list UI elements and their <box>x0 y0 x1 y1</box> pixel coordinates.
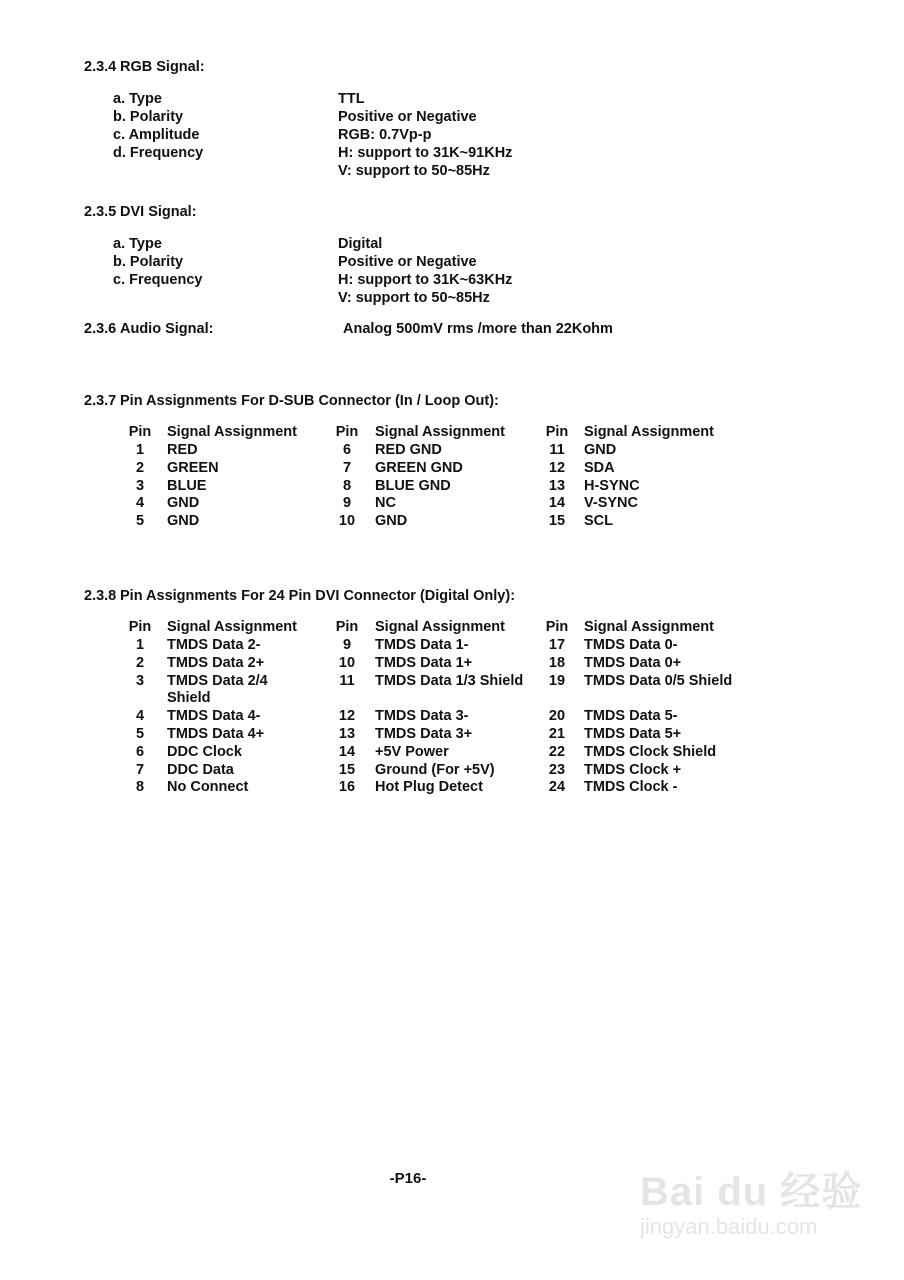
dvi-label-type: a. Type <box>113 236 162 252</box>
rgb-value-amplitude: RGB: 0.7Vp-p <box>338 127 432 143</box>
signal-assignment: TMDS Data 4- <box>167 708 261 724</box>
pin-number: 13 <box>338 726 356 742</box>
pin-number: 19 <box>548 673 566 689</box>
audio-value: Analog 500mV rms /more than 22Kohm <box>343 321 613 337</box>
table-row <box>0 441 904 459</box>
signal-assignment: DDC Data <box>167 762 234 778</box>
dvi-value-frequency-v: V: support to 50~85Hz <box>338 290 490 306</box>
table-row <box>0 761 904 779</box>
pin-number: 14 <box>548 495 566 511</box>
signal-assignment: TMDS Data 2+ <box>167 655 265 671</box>
rgb-value-frequency-v: V: support to 50~85Hz <box>338 163 490 179</box>
pin-number: 3 <box>135 478 145 494</box>
table-row <box>0 654 904 672</box>
section-audio-heading <box>84 320 213 338</box>
rgb-label-amplitude: c. Amplitude <box>113 127 200 143</box>
pin-number: 24 <box>548 779 566 795</box>
table-row <box>0 636 904 654</box>
signal-assignment: GND <box>375 513 408 529</box>
signal-assignment: TMDS Data 0+ <box>584 655 682 671</box>
column-header-signal: Signal Assignment <box>584 619 714 635</box>
column-header-signal: Signal Assignment <box>375 424 505 440</box>
pin-number: 22 <box>548 744 566 760</box>
pin-number: 4 <box>135 708 145 724</box>
pin-number: 13 <box>548 478 566 494</box>
rgb-label-polarity: b. Polarity <box>113 109 184 125</box>
pin-number: 1 <box>135 442 145 458</box>
table-row <box>0 689 904 707</box>
dvi-label-polarity: b. Polarity <box>113 254 184 270</box>
page-number: -P16- <box>389 1170 427 1187</box>
section-title: DVI Signal: <box>120 204 197 220</box>
signal-assignment: GND <box>584 442 617 458</box>
signal-assignment: GND <box>167 513 200 529</box>
signal-assignment: TMDS Clock - <box>584 779 678 795</box>
signal-assignment: TMDS Data 1/3 Shield <box>375 673 524 689</box>
pin-number: 12 <box>338 708 356 724</box>
signal-assignment: SDA <box>584 460 615 476</box>
pin-number: 23 <box>548 762 566 778</box>
signal-assignment: RED GND <box>375 442 442 458</box>
pin-number: 1 <box>135 637 145 653</box>
pin-number: 16 <box>338 779 356 795</box>
section-dvi-heading <box>84 203 197 221</box>
pin-number: 10 <box>338 513 356 529</box>
section-title: RGB Signal: <box>120 59 205 75</box>
signal-assignment: BLUE <box>167 478 207 494</box>
section-number: 2.3.8 <box>84 588 117 604</box>
column-header-signal: Signal Assignment <box>584 424 714 440</box>
signal-assignment: No Connect <box>167 779 249 795</box>
signal-assignment: GND <box>167 495 200 511</box>
column-header-signal: Signal Assignment <box>167 424 297 440</box>
signal-assignment: V-SYNC <box>584 495 638 511</box>
section-dvi-pins-heading <box>84 587 515 605</box>
watermark-brand: Bai du 经验 <box>640 1170 863 1214</box>
pin-number: 6 <box>135 744 145 760</box>
signal-assignment: TMDS Data 1+ <box>375 655 473 671</box>
signal-assignment: TMDS Data 3+ <box>375 726 473 742</box>
column-header-pin: Pin <box>128 424 152 440</box>
section-number: 2.3.5 <box>84 204 117 220</box>
signal-assignment: DDC Clock <box>167 744 242 760</box>
pin-number: 5 <box>135 726 145 742</box>
table-row <box>0 743 904 761</box>
signal-assignment: +5V Power <box>375 744 449 760</box>
pin-number: 6 <box>342 442 352 458</box>
section-title: Pin Assignments For 24 Pin DVI Connector (Digital Only): <box>120 588 516 604</box>
column-header-pin: Pin <box>545 619 569 635</box>
signal-assignment: TMDS Data 5- <box>584 708 678 724</box>
rgb-value-type: TTL <box>338 91 365 107</box>
dvi-value-polarity: Positive or Negative <box>338 254 477 270</box>
dvi-value-type: Digital <box>338 236 383 252</box>
table-row <box>0 725 904 743</box>
pin-number: 15 <box>548 513 566 529</box>
signal-assignment: Shield <box>167 690 211 706</box>
section-number: 2.3.4 <box>84 59 117 75</box>
pin-number: 4 <box>135 495 145 511</box>
signal-assignment: TMDS Clock + <box>584 762 682 778</box>
table-row <box>0 778 904 796</box>
rgb-label-type: a. Type <box>113 91 162 107</box>
section-rgb-heading <box>84 58 205 76</box>
table-header <box>0 423 904 441</box>
pin-number: 9 <box>342 495 352 511</box>
column-header-pin: Pin <box>335 619 359 635</box>
table-row <box>0 477 904 495</box>
signal-assignment: TMDS Clock Shield <box>584 744 717 760</box>
pin-number: 5 <box>135 513 145 529</box>
table-header <box>0 618 904 636</box>
pin-number: 7 <box>342 460 352 476</box>
signal-assignment: TMDS Data 5+ <box>584 726 682 742</box>
signal-assignment: TMDS Data 3- <box>375 708 469 724</box>
rgb-label-frequency: d. Frequency <box>113 145 204 161</box>
pin-number: 9 <box>342 637 352 653</box>
pin-number: 20 <box>548 708 566 724</box>
pin-number: 10 <box>338 655 356 671</box>
table-row <box>0 459 904 477</box>
signal-assignment: TMDS Data 4+ <box>167 726 265 742</box>
section-dsub-heading <box>84 392 499 410</box>
pin-number: 21 <box>548 726 566 742</box>
signal-assignment: RED <box>167 442 198 458</box>
pin-number: 11 <box>549 442 565 458</box>
column-header-pin: Pin <box>335 424 359 440</box>
signal-assignment: H-SYNC <box>584 478 640 494</box>
signal-assignment: TMDS Data 1- <box>375 637 469 653</box>
signal-assignment: Hot Plug Detect <box>375 779 483 795</box>
signal-assignment: TMDS Data 2/4 <box>167 673 268 689</box>
signal-assignment: SCL <box>584 513 613 529</box>
signal-assignment: GREEN <box>167 460 219 476</box>
section-title: Pin Assignments For D-SUB Connector (In / Loop Out): <box>120 393 499 409</box>
table-row <box>0 707 904 725</box>
column-header-signal: Signal Assignment <box>167 619 297 635</box>
column-header-pin: Pin <box>545 424 569 440</box>
signal-assignment: Ground (For +5V) <box>375 762 495 778</box>
section-number: 2.3.7 <box>84 393 117 409</box>
dvi-label-frequency: c. Frequency <box>113 272 203 288</box>
pin-number: 18 <box>548 655 566 671</box>
signal-assignment: GREEN GND <box>375 460 463 476</box>
section-title: Audio Signal: <box>120 321 214 337</box>
signal-assignment: TMDS Data 0/5 Shield <box>584 673 733 689</box>
pin-number: 14 <box>338 744 356 760</box>
signal-assignment: TMDS Data 2- <box>167 637 261 653</box>
pin-number: 2 <box>135 460 145 476</box>
watermark-url: jingyan.baidu.com <box>640 1214 818 1239</box>
signal-assignment: TMDS Data 0- <box>584 637 678 653</box>
pin-number: 3 <box>135 673 145 689</box>
section-number: 2.3.6 <box>84 321 117 337</box>
column-header-signal: Signal Assignment <box>375 619 505 635</box>
pin-number: 12 <box>548 460 566 476</box>
pin-number: 7 <box>135 762 145 778</box>
table-row <box>0 512 904 530</box>
table-row <box>0 672 904 690</box>
baidu-watermark <box>640 1140 870 1250</box>
pin-number: 8 <box>135 779 145 795</box>
pin-number: 2 <box>135 655 145 671</box>
rgb-value-polarity: Positive or Negative <box>338 109 477 125</box>
pin-number: 11 <box>339 673 355 689</box>
column-header-pin: Pin <box>128 619 152 635</box>
dvi-value-frequency-h: H: support to 31K~63KHz <box>338 272 513 288</box>
rgb-value-frequency-h: H: support to 31K~91KHz <box>338 145 513 161</box>
signal-assignment: NC <box>375 495 396 511</box>
pin-number: 15 <box>338 762 356 778</box>
table-row <box>0 494 904 512</box>
pin-number: 17 <box>548 637 566 653</box>
pin-number: 8 <box>342 478 352 494</box>
signal-assignment: BLUE GND <box>375 478 451 494</box>
